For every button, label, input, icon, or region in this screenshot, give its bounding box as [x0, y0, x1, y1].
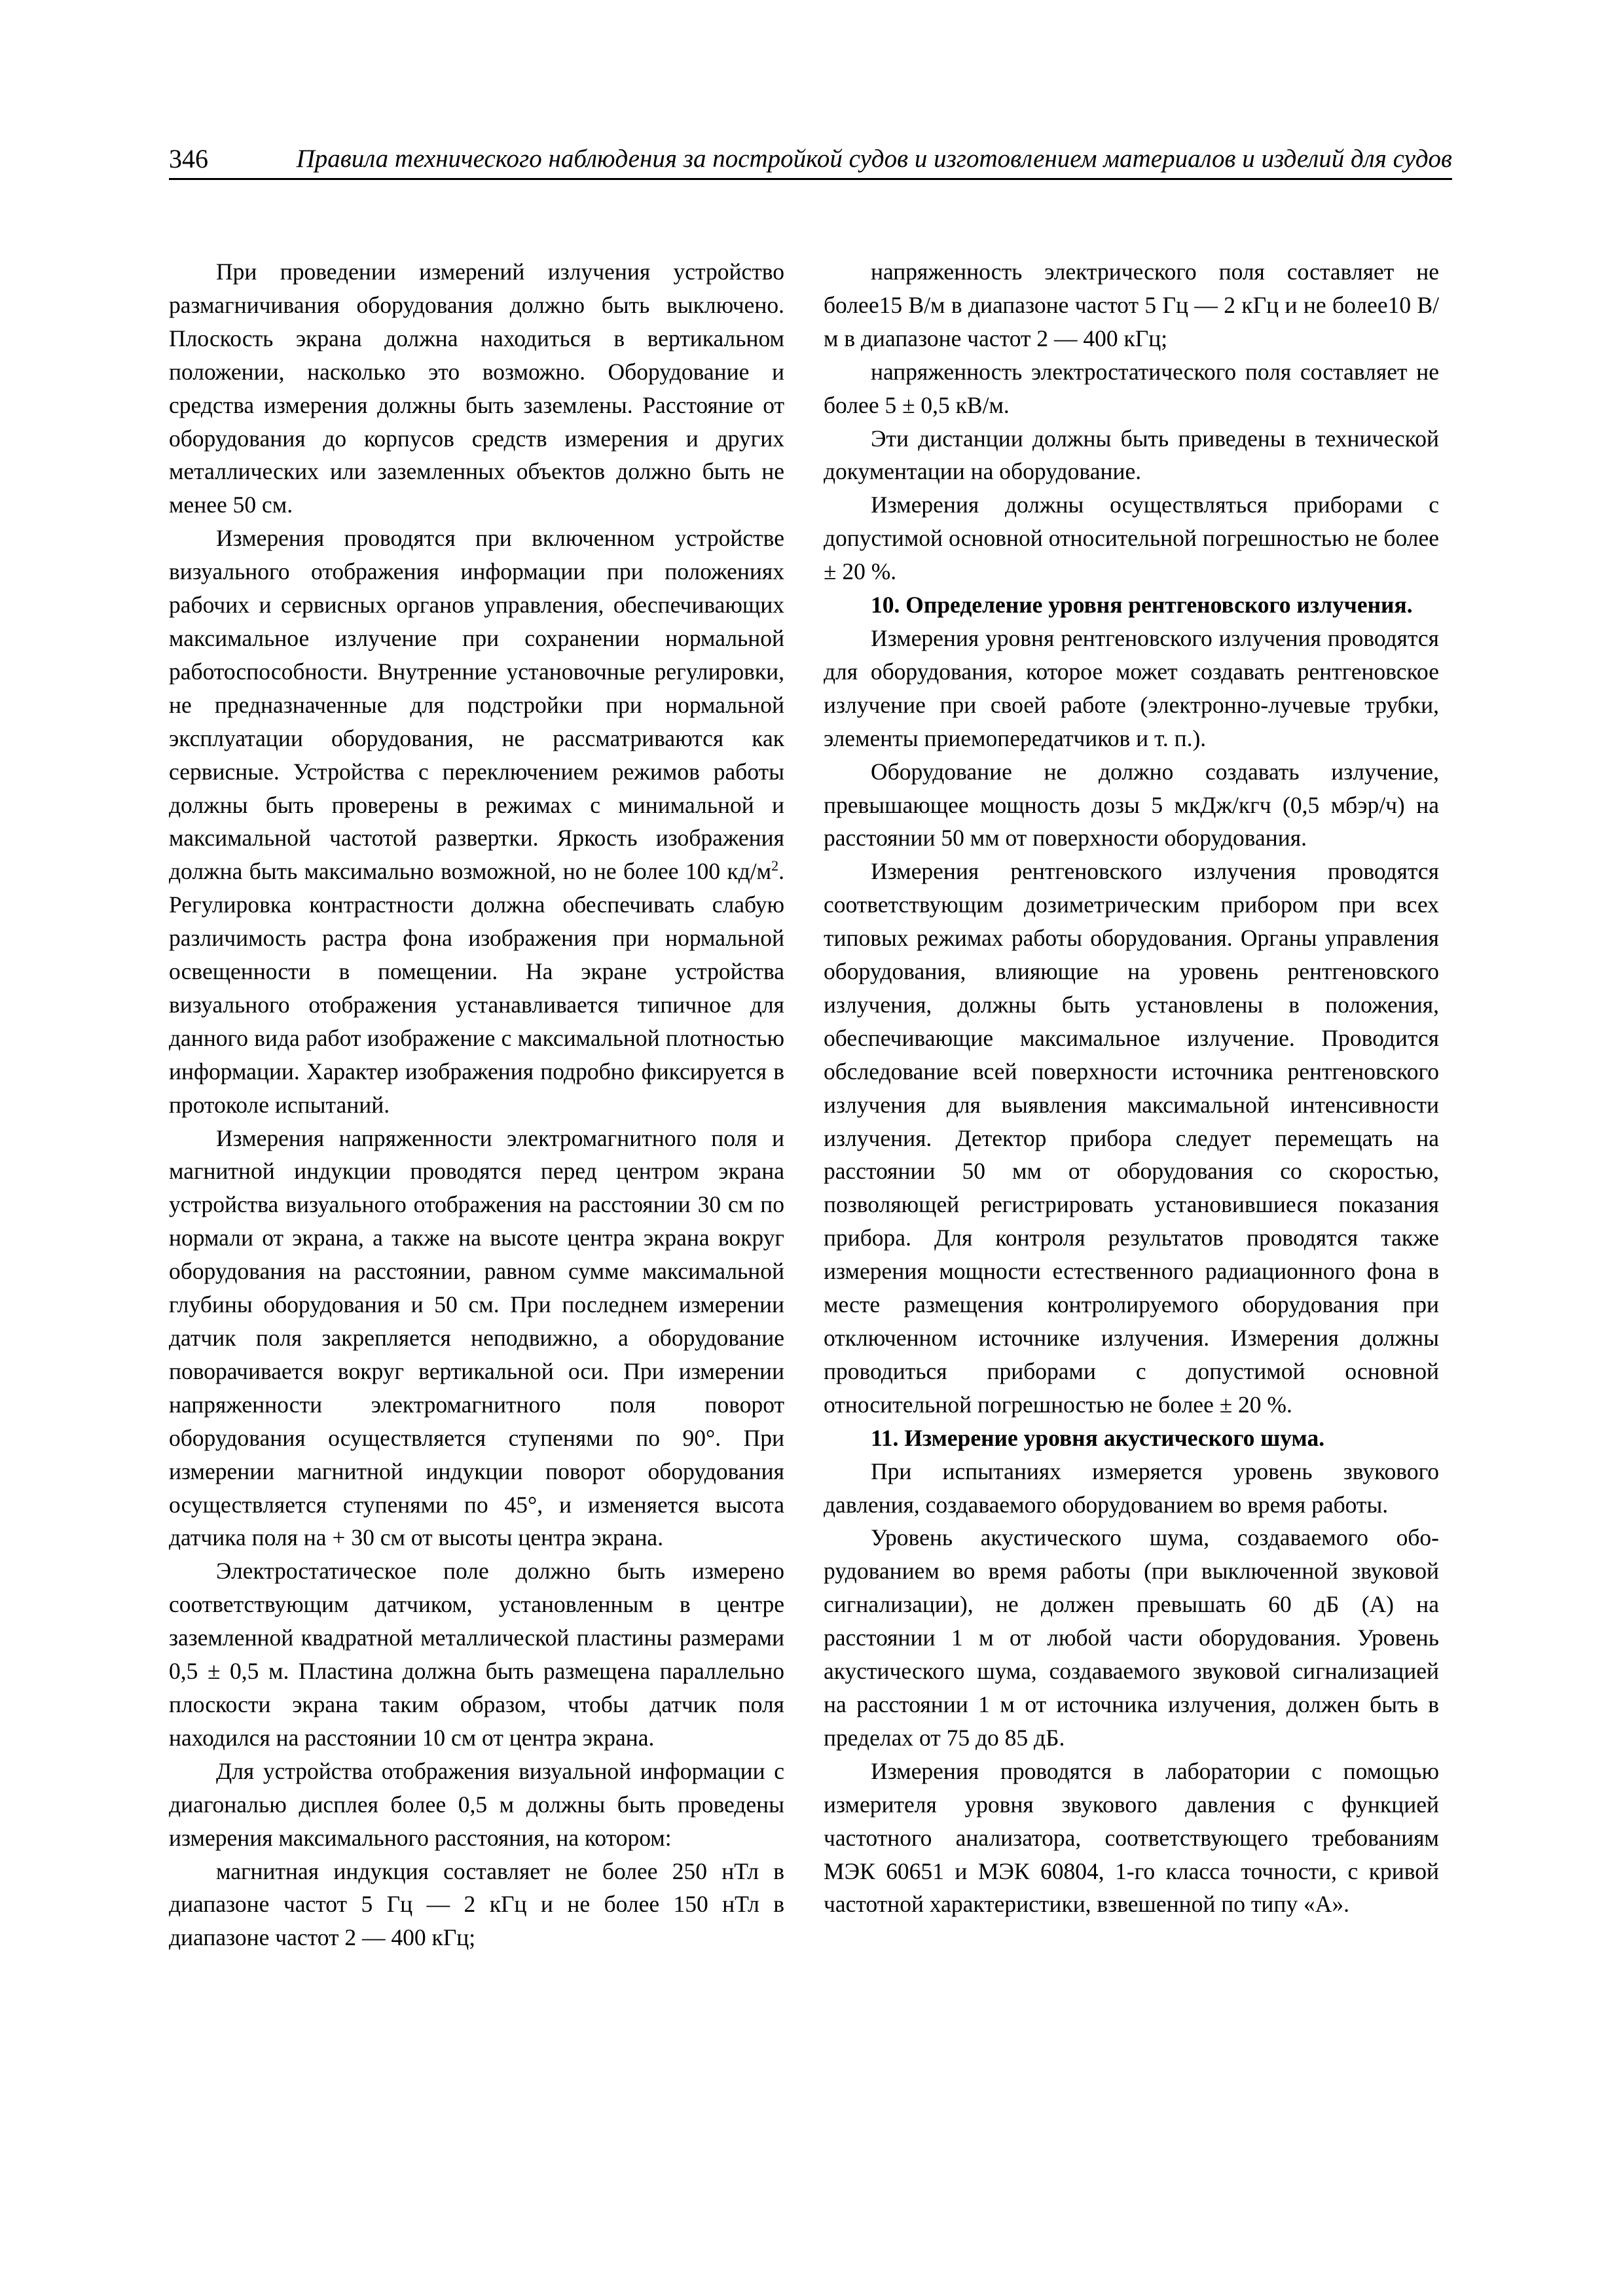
paragraph: При проведении измерений излучения устройство размагничивания оборудования должно быть выключено. Плоскость экрана должна находиться в вертикальном положении, насколько это возможно. Оборудование и средства измерения должны быть заземлены. Расстояние от оборудования до корпусов средств измерения и других металлических или заземленных объектов должно быть не менее 50 см. [169, 259, 784, 518]
header-rule [169, 178, 1452, 180]
section-heading-10: 10. Определение уровня рентгеновского излучения. [871, 592, 1413, 619]
paragraph-text: Измерения проводятся при включенном устройстве визуального отображения информации при положениях рабочих и сервисных органов управления, обеспечивающих максимальное излучение при сохранении нормальной работоспособности. Внутренние установочные регулировки, не предназначенные для подстройки при нормальной эксплуатации оборудования, не рассматриваются как сервисные. Устройства с переключением режимов работы должны быть проверены в режимах с минимальной и максимальной частотой развертки. Яркость изображения должна быть максимально возможной, но не более 100 кд/м [169, 525, 784, 885]
page-number: 346 [169, 144, 208, 173]
paragraph: напряженность электрического поля составляет не более15 В/м в диапазоне частот 5 Гц — 2 кГц и не более10 В/м в диапазоне частот 2 — 400 кГц; [824, 259, 1439, 351]
section-heading-11: 11. Измерение уровня акустического шума. [871, 1424, 1325, 1451]
paragraph: напряженность электростатического поля составляет не более 5 ± 0,5 кВ/м. [824, 358, 1439, 418]
paragraph: Для устройства отображения визуальной информации с диагональю дисплея более 0,5 м должны быть проведены измерения максимального расстояния, на котором: [169, 1757, 784, 1851]
paragraph: Измерения рентгеновского излучения проводятся соответствующим дозиметрическим прибором при всех типовых режимах работы оборудования. Органы управления оборудования, влияющие на уровень рентгеновского излучения, должны быть установлены в положения, обеспечивающие максимальное излучение. Проводится обследование всей поверхности источника рентгеновского излучения для выявления максимальной интенсивности излучения. Детектор прибора следует перемещать на расстоянии 50 мм от оборудования со скоростью, позволяющей регистрировать установившиеся показания прибора. Для контроля результатов проводятся также измерения мощности естественного радиационного фона в месте размещения контролируемого оборудования при отключенном источнике излучения. Измерения должны проводиться приборами с допустимой основной относительной погрешностью не более ± 20 %. [824, 858, 1439, 1418]
paragraph: При испытаниях измеряется уровень звукового давления, создаваемого оборудованием во время работы. [824, 1458, 1439, 1518]
superscript: 2 [771, 857, 779, 874]
paragraph: Измерения проводятся в лаборатории с помощью измерителя уровня звукового давления с функцией частотного анализатора, соответствующего требованиям МЭК 60651 и МЭК 60804, 1-го класса точности, с кривой частотной характеристики, взвешенной по типу «А». [824, 1757, 1439, 1918]
left-column [169, 255, 784, 1954]
paragraph: Уровень акустического шума, создаваемого оборудованием во время работы (при выключенной звуковой сигнализации), не должен превышать 60 дБ (А) на расстоянии 1 м от любой части оборудования. Уровень акустического шума, создаваемого звуковой сигнализацией на расстоянии 1 м от источника излучения, должен быть в пределах от 75 до 85 дБ. [824, 1524, 1439, 1751]
paragraph-text: . Регулировка контрастности должна обеспечивать слабую различимость растра фона изображения при нормальной освещенности в помещении. На экране устройства визуального отображения устанавливается типичное для данного вида работ изображение с максимальной плотностью информации. Характер изображения подробно фиксируется в протоколе испытаний. [169, 858, 784, 1118]
paragraph: Оборудование не должно создавать излучение, превышающее мощность дозы 5 мкДж/кгч (0,5 мбэр/ч) на расстоянии 50 мм от поверхности оборудования. [824, 758, 1439, 852]
running-header [169, 139, 1452, 179]
running-header-title: Правила технического наблюдения за постройкой судов и изготовлением материалов и изделий для судов [296, 145, 1452, 173]
paragraph: Измерения напряженности электромагнитного поля и магнитной индукции проводятся перед центром экрана устройства визуального отображения на расстоянии 30 см по нормали от экрана, а также на высоте центра экрана вокруг оборудования на расстоянии, равном сумме максимальной глубины оборудования и 50 см. При последнем измерении датчик поля закрепляется неподвижно, а оборудование поворачивается вокруг вертикальной оси. При измерении напряженности электромагнитного поля поворот оборудования осуществляется ступенями по 90°. При измерении магнитной индукции поворот оборудования осуществляется ступенями по 45°, и изменяется высота датчика поля на + 30 см от высоты центра экрана. [169, 1124, 784, 1551]
paragraph: магнитная индукция составляет не более 250 нТл в диапазоне частот 5 Гц — 2 кГц и не более 150 нТл в диапазоне частот 2 — 400 кГц; [169, 1857, 784, 1951]
paragraph [169, 522, 784, 1121]
paragraph: Измерения должны осуществляться приборами с допустимой основной относительной погрешностью не более ± 20 %. [824, 492, 1439, 585]
paragraph: Измерения уровня рентгеновского излучения проводятся для оборудования, которое может создавать рентгеновское излучение при своей работе (электронно-лучевые трубки, элементы приемопередатчиков и т. п.). [824, 624, 1439, 751]
paragraph: Эти дистанции должны быть приведены в технической документации на оборудование. [824, 425, 1439, 485]
paragraph: Электростатическое поле должно быть измерено соответствующим датчиком, установленным в центре заземленной квадратной металлической пластины размерами 0,5 ± 0,5 м. Пластина должна быть размещена параллельно плоскости экрана таким образом, чтобы датчик поля находился на расстоянии 10 см от центра экрана. [169, 1558, 784, 1751]
right-column [824, 255, 1439, 1921]
